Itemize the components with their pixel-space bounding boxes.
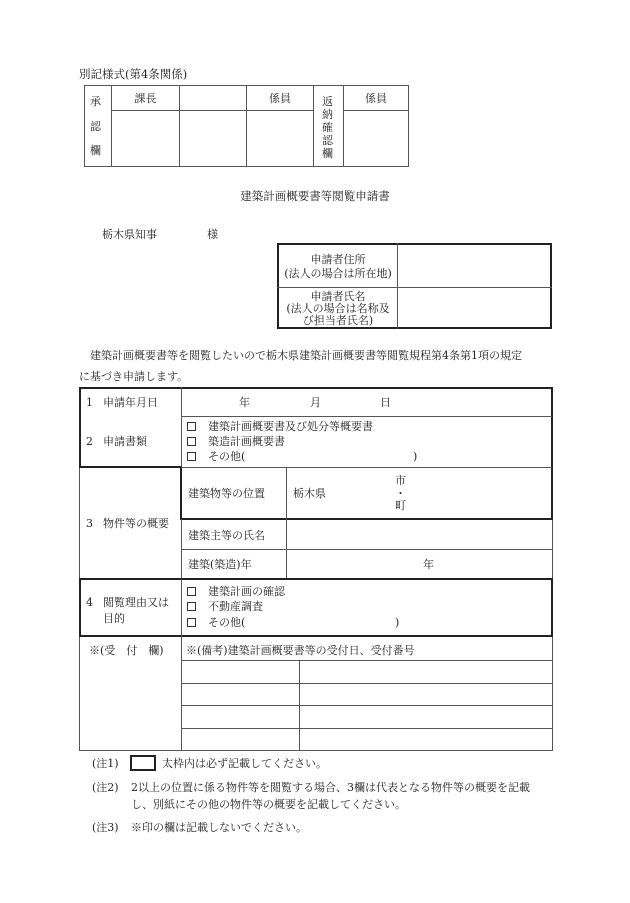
note-2-text-2: し、別紙にその他の物件等の概要を記載してください。 — [131, 798, 406, 811]
intro-line-2: に基づき申請します。 — [79, 370, 189, 383]
row4-number: 4 — [86, 596, 93, 609]
name-label-note-2: び担当者氏名) — [302, 314, 374, 327]
purpose-option-1[interactable]: 建築計画の確認 — [187, 586, 285, 597]
year-unit: 年 — [239, 396, 250, 409]
row2-number: 2 — [86, 435, 93, 448]
note-3-tag: (注3) — [92, 821, 119, 834]
address-label: 申請者住所 — [310, 253, 366, 266]
application-table — [79, 387, 553, 751]
form-reference: 別記様式(第4条関係) — [79, 67, 188, 81]
row3-number: 3 — [86, 517, 93, 530]
application-date-field[interactable] — [183, 390, 550, 415]
approval-label-char: 承 — [90, 95, 101, 108]
name-label: 申請者氏名 — [310, 290, 366, 303]
name-field[interactable] — [400, 290, 548, 325]
doc-other-close-paren: ) — [413, 450, 418, 463]
checkbox-icon[interactable] — [187, 452, 196, 461]
return-label-char: 返 — [322, 95, 333, 108]
row4-label-2: 目的 — [103, 612, 125, 625]
position-field[interactable] — [288, 470, 550, 517]
checkbox-icon[interactable] — [187, 618, 196, 627]
kacho-stamp-cell[interactable] — [112, 111, 179, 166]
doc-option-2[interactable]: 築造計画概要書 — [187, 436, 285, 447]
kakarin-header-return: 係員 — [365, 92, 387, 105]
row2-label: 申請書類 — [103, 435, 147, 448]
note-1-text: 太枠内は必ず記載してください。 — [162, 757, 327, 770]
return-label-char: 認 — [322, 134, 333, 147]
purpose-option-2[interactable]: 不動産調査 — [187, 601, 263, 612]
owner-field[interactable] — [288, 521, 550, 548]
position-label: 建築物等の位置 — [188, 487, 265, 500]
kakarin-stamp-cell[interactable] — [247, 111, 313, 166]
thick-frame-sample-icon — [130, 755, 156, 771]
return-label-char: 欄 — [322, 147, 333, 160]
city-town-separator: ・ — [395, 487, 406, 500]
build-year-field[interactable] — [288, 551, 550, 578]
row4-label: 閲覧理由又は — [103, 596, 169, 609]
note-1-tag: (注1) — [92, 757, 119, 770]
doc-option-1[interactable]: 建築計画概要書及び処分等概要書 — [187, 421, 373, 432]
build-year-label: 建築(築造)年 — [188, 558, 252, 571]
page-title: 建築計画概要書等閲覧申請書 — [240, 189, 390, 203]
row1-label: 申請年月日 — [103, 396, 158, 409]
doc-option-other[interactable]: その他( — [187, 451, 245, 462]
checkbox-icon[interactable] — [187, 437, 196, 446]
intro-line-1: 建築計画概要書等を閲覧したいので栃木県建築計画概要書等閲覧規程第4条第1項の規定 — [90, 349, 522, 362]
approval-label-char: 欄 — [90, 144, 101, 157]
remarks-label: ※(備考)建築計画概要書等の受付日、受付番号 — [186, 644, 415, 657]
day-unit: 日 — [380, 396, 391, 409]
address-label-note: (法人の場合は所在地) — [284, 267, 392, 280]
blank-stamp-cell[interactable] — [180, 111, 246, 166]
honorific: 様 — [207, 228, 218, 241]
month-unit: 月 — [310, 396, 321, 409]
return-kakarin-stamp-cell[interactable] — [344, 111, 408, 166]
purpose-other-close-paren: ) — [395, 616, 400, 629]
note-2-tag: (注2) — [92, 781, 119, 794]
applicant-box — [277, 243, 552, 329]
note-2-text: 2以上の位置に係る物件等を閲覧する場合、3欄は代表となる物件等の概要を記載 — [131, 781, 530, 794]
kakarin-header: 係員 — [269, 92, 291, 105]
checkbox-icon[interactable] — [187, 587, 196, 596]
approval-table — [84, 85, 409, 167]
return-label-char: 納 — [322, 108, 333, 121]
row1-number: 1 — [86, 396, 93, 409]
owner-label: 建築主等の氏名 — [188, 529, 265, 542]
return-label-char: 確 — [322, 121, 333, 134]
town-unit: 町 — [395, 499, 406, 512]
checkbox-icon[interactable] — [187, 422, 196, 431]
row3-label: 物件等の概要 — [103, 517, 169, 530]
kacho-header: 課長 — [134, 92, 157, 105]
city-unit: 市 — [395, 474, 406, 487]
prefecture-text: 栃木県 — [293, 487, 326, 500]
approval-label-char: 認 — [90, 120, 101, 133]
address-field[interactable] — [400, 247, 548, 285]
purpose-option-other[interactable]: その他( — [187, 617, 245, 628]
name-label-note: (法人の場合は名称及 — [286, 302, 390, 315]
checkbox-icon[interactable] — [187, 602, 196, 611]
build-year-unit: 年 — [423, 558, 434, 571]
addressee: 栃木県知事 — [102, 228, 157, 241]
note-3-text: ※印の欄は記載しないでください。 — [131, 821, 307, 834]
reception-label: ※(受 付 欄) — [89, 644, 164, 657]
